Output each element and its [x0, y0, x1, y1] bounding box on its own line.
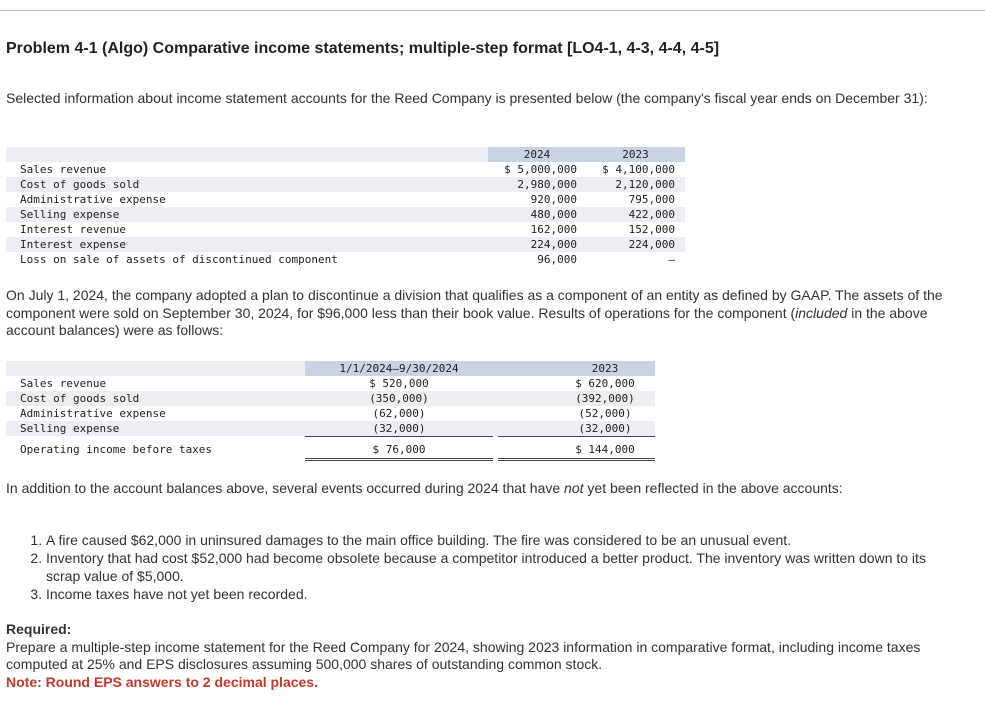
table1-value-2023: 152,000 [628, 223, 675, 236]
table1-value-2024: 96,000 [537, 253, 577, 266]
table1-value-2024: 224,000 [530, 238, 577, 251]
event-item: 2. Inventory that had cost $52,000 had become obsolete because a competitor introduced a better product. The inventory was written down to its scrap value of $5,000. [46, 549, 926, 585]
table1-row-label: Interest revenue [20, 223, 126, 236]
table1-row-label: Loss on sale of assets of discontinued component [20, 253, 338, 266]
table1-row-label: Sales revenue [20, 163, 107, 176]
top-divider [0, 10, 985, 11]
table2-value-2023: (392,000) [575, 392, 635, 405]
table2-row-label: Administrative expense [20, 407, 166, 420]
table1-value-2024: 920,000 [530, 193, 577, 206]
table1-row-label: Selling expense [20, 208, 120, 221]
table2-value-2023: (32,000) [578, 422, 632, 435]
events-list [6, 531, 926, 603]
event-item: 3. Income taxes have not yet been recorded. [46, 585, 926, 603]
problem-title: Problem 4-1 (Algo) Comparative income statements; multiple-step format [LO4-1, 4-3, 4-4, 4-5] [6, 40, 720, 57]
table1-value-2023: 795,000 [628, 193, 675, 206]
events-paragraph: In addition to the account balances above, several events occurred during 2024 that have not yet been reflected in the above accounts: [6, 480, 843, 496]
event-item: 1. A fire caused $62,000 in uninsured damages to the main office building. The fire was considered to be an unusual event. [46, 531, 926, 549]
table2-col-period: 1/1/2024–9/30/2024 [339, 362, 459, 375]
table1-value-2023: 422,000 [628, 208, 675, 221]
table1-value-2023: 224,000 [628, 238, 675, 251]
table1-value-2023: $ 4,100,000 [602, 163, 675, 176]
table1-col-2023: 2023 [622, 148, 649, 161]
intro-paragraph: Selected information about income statement accounts for the Reed Company is presented below (the company's fiscal year ends on December 31): [6, 90, 928, 106]
table2-total-2023: $ 144,000 [575, 443, 635, 456]
table1-row-label: Interest expense [20, 238, 126, 251]
table1-value-2024: 162,000 [530, 223, 577, 236]
rounding-note: Note: Round EPS answers to 2 decimal places. [6, 673, 318, 690]
table2-col-2023: 2023 [591, 362, 619, 375]
table1-row-label: Cost of goods sold [20, 178, 140, 191]
table1-row-label: Administrative expense [20, 193, 166, 206]
table2-row-label: Selling expense [20, 422, 120, 435]
table2-value-period: $ 520,000 [369, 377, 429, 390]
table2-row-label: Cost of goods sold [20, 392, 140, 405]
required-text: Prepare a multiple-step income statement for the Reed Company for 2024, showing 2023 information in comparative format, including income taxes computed at 25% and EPS disclosures assuming 500,000 shares of outstanding common stock. [6, 638, 921, 672]
table1-value-2023: 2,120,000 [615, 178, 675, 191]
table2-value-2023: (52,000) [578, 407, 632, 420]
table1-value-2024: 2,980,000 [517, 178, 577, 191]
table1-value-2024: $ 5,000,000 [504, 163, 577, 176]
table2-value-2023: $ 620,000 [575, 377, 635, 390]
discontinued-paragraph: On July 1, 2024, the company adopted a plan to discontinue a division that qualifies as a component of an entity as defined by GAAP. The assets of the component were sold on September 30, 2024, for $96,000 less than their book value. Results of operations for the component (included in the above account balances) were as follows: [6, 287, 943, 338]
table2-value-period: (62,000) [372, 407, 426, 420]
table2-row-label: Sales revenue [20, 377, 107, 390]
table1-value-2023: – [668, 253, 675, 266]
table2-value-period: (32,000) [372, 422, 426, 435]
table2-total-period: $ 76,000 [372, 443, 426, 456]
table1-value-2024: 480,000 [530, 208, 577, 221]
table2-value-period: (350,000) [369, 392, 429, 405]
required-section [6, 621, 946, 691]
required-label: Required: [6, 621, 72, 637]
table1-col-2024: 2024 [523, 148, 551, 161]
table2-total-label: Operating income before taxes [20, 443, 213, 456]
